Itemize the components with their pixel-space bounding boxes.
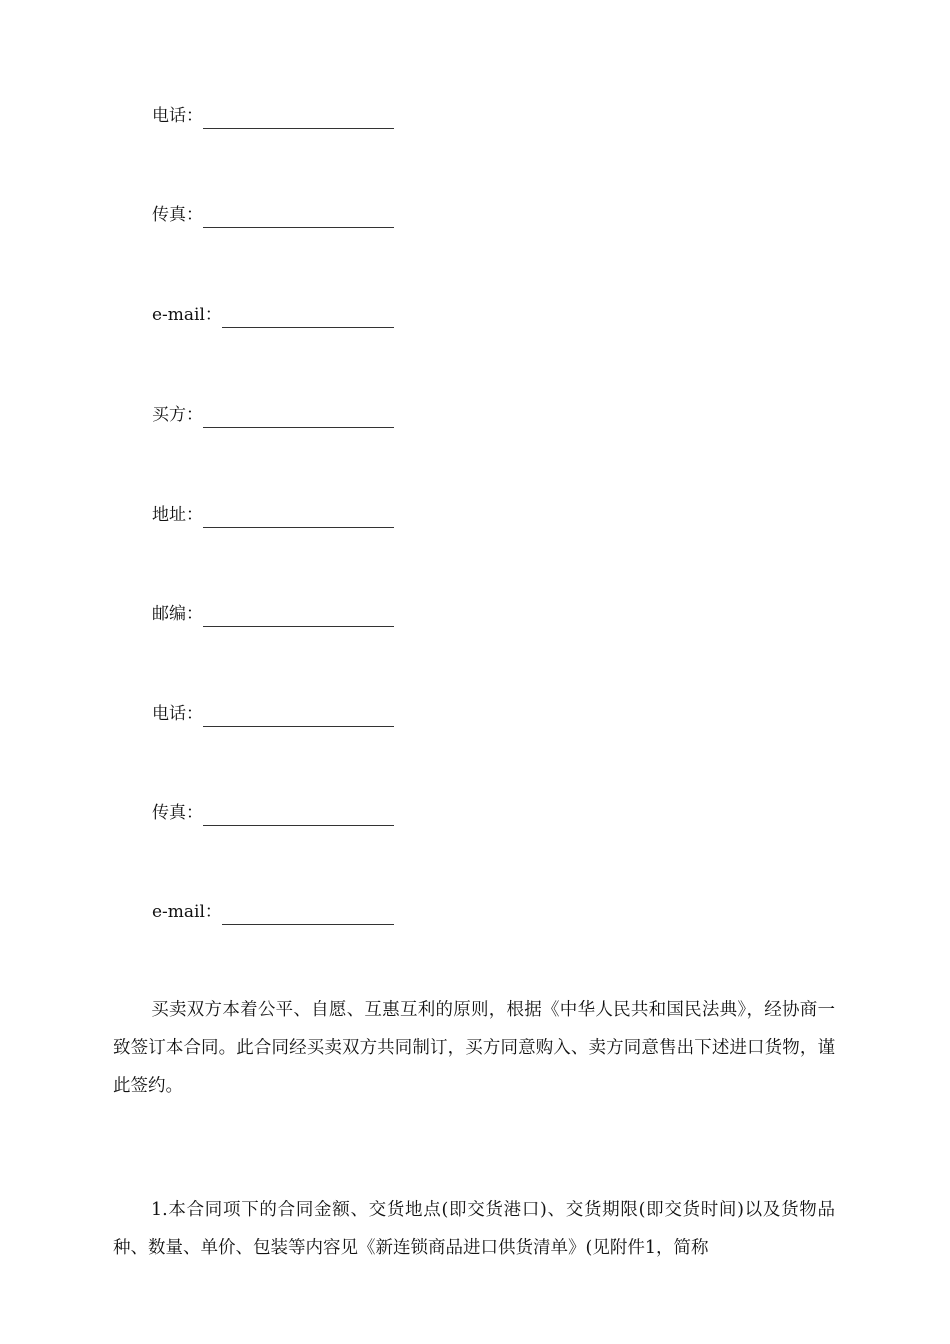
seller-email-label: e-mail：	[152, 305, 222, 325]
seller-fax-blank[interactable]	[203, 207, 394, 228]
buyer-address-label: 地址：	[152, 505, 203, 525]
clause-1-paragraph	[113, 1191, 835, 1267]
buyer-phone-label: 电话：	[152, 704, 203, 724]
buyer-address-field	[152, 502, 402, 528]
seller-phone-label: 电话：	[152, 106, 203, 126]
buyer-fax-label: 传真：	[152, 803, 203, 823]
preamble-paragraph	[113, 991, 835, 1105]
seller-fax-field	[152, 202, 402, 228]
seller-phone-blank[interactable]	[203, 108, 394, 129]
buyer-email-blank[interactable]	[222, 904, 394, 925]
buyer-phone-field	[152, 701, 402, 727]
buyer-email-label: e-mail：	[152, 902, 222, 922]
buyer-name-field	[152, 402, 402, 428]
buyer-fax-blank[interactable]	[203, 805, 394, 826]
buyer-name-blank[interactable]	[203, 407, 394, 428]
seller-phone-field	[152, 103, 402, 129]
seller-email-field	[152, 302, 402, 328]
buyer-address-blank[interactable]	[203, 507, 394, 528]
clause-1-text: 1.本合同项下的合同金额、交货地点(即交货港口)、交货期限(即交货时间)以及货物品种、数量、单价、包装等内容见《新连锁商品进口供货清单》(见附件1，简称	[113, 1200, 835, 1258]
buyer-postcode-blank[interactable]	[203, 606, 394, 627]
buyer-phone-blank[interactable]	[203, 706, 394, 727]
buyer-fax-field	[152, 800, 402, 826]
seller-email-blank[interactable]	[222, 307, 394, 328]
buyer-postcode-label: 邮编：	[152, 604, 203, 624]
buyer-email-field	[152, 899, 402, 925]
seller-fax-label: 传真：	[152, 205, 203, 225]
buyer-name-label: 买方：	[152, 405, 203, 425]
buyer-postcode-field	[152, 601, 402, 627]
preamble-text: 买卖双方本着公平、自愿、互惠互利的原则，根据《中华人民共和国民法典》，经协商一致签订本合同。此合同经买卖双方共同制订，买方同意购入、卖方同意售出下述进口货物，谨此签约。	[113, 1000, 835, 1096]
